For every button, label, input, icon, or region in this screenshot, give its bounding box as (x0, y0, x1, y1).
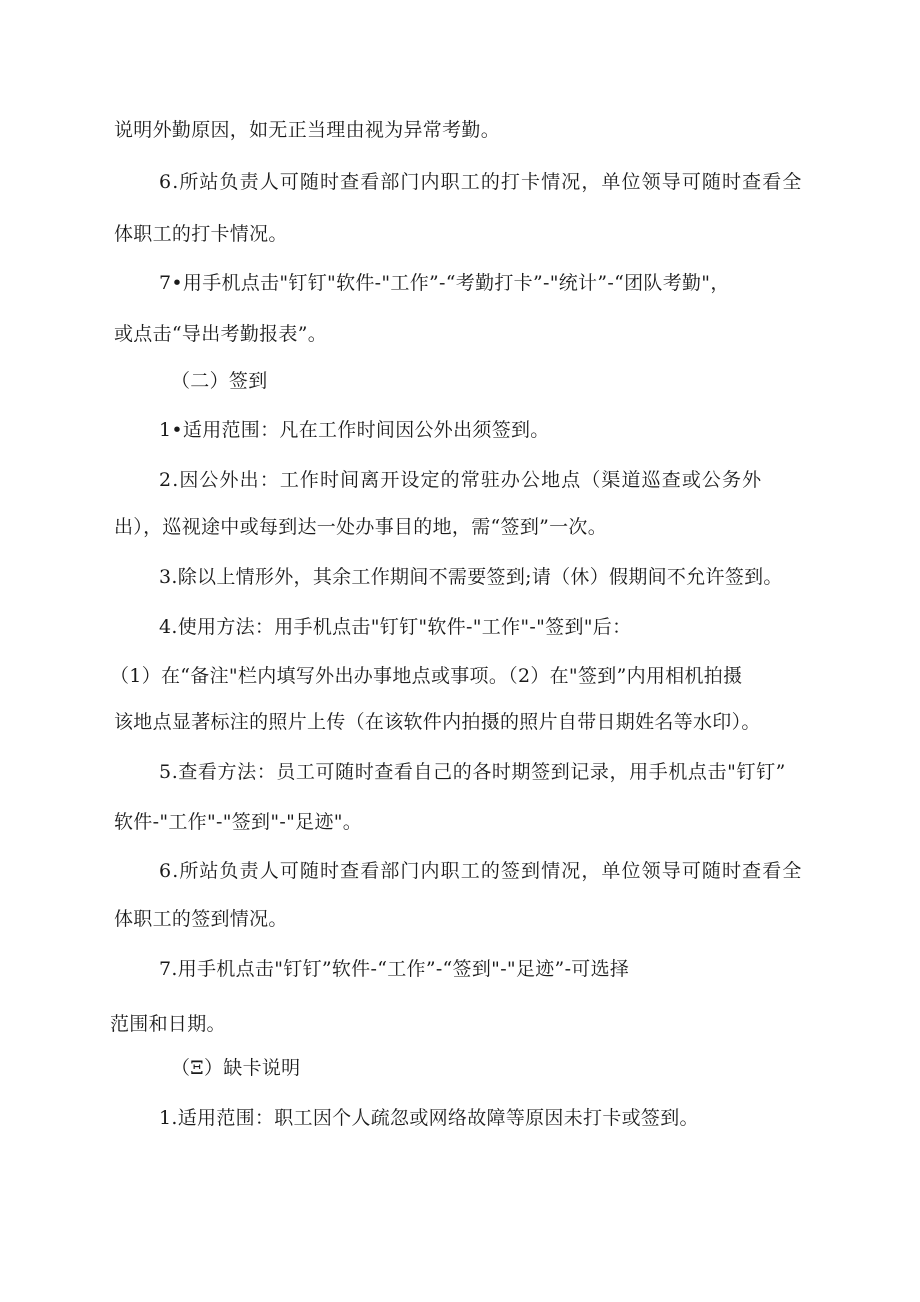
paragraph-line: 软件-"工作"-"签到"-"足迹"。 (114, 811, 363, 833)
paragraph-line: 2.因公外出：工作时间离开设定的常驻办公地点（渠道巡查或公务外 (159, 469, 763, 491)
paragraph-line: 1.适用范围：职工因个人疏忽或网络故障等原因未打卡或签到。 (159, 1107, 699, 1129)
paragraph-line: 6.所站负责人可随时查看部门内职工的签到情况，单位领导可随时查看全 (159, 860, 803, 882)
section-heading: （Ξ）缺卡说明 (171, 1057, 301, 1079)
paragraph-line: 5.查看方法：员工可随时查看自己的各时期签到记录，用手机点击"钉钉” (159, 761, 786, 783)
paragraph-line: 该地点显著标注的照片上传（在该软件内拍摄的照片自带日期姓名等水印）。 (114, 711, 761, 733)
paragraph-line: 6.所站负责人可随时查看部门内职工的打卡情况，单位领导可随时查看全 (159, 171, 803, 193)
paragraph-line: 或点击“导出考勤报表”。 (114, 323, 328, 345)
section-heading: （二）签到 (171, 370, 268, 392)
paragraph-line: 体职工的打卡情况。 (114, 223, 288, 245)
paragraph-line: 7.用手机点击"钉钉”软件-“工作”-“签到"-"足迹”-可选择 (159, 958, 630, 980)
paragraph-line: （1）在“备注"栏内填写外出办事地点或事项。（2）在"签到”内用相机拍摄 (110, 665, 743, 687)
paragraph-line: 3.除以上情形外，其余工作期间不需要签到;请（休）假期间不允许签到。 (159, 566, 783, 588)
paragraph-line: 范围和日期。 (110, 1013, 226, 1035)
paragraph-line: 体职工的签到情况。 (114, 908, 288, 930)
paragraph-line: 出），巡视途中或每到达一处办事目的地，需“签到”一次。 (114, 516, 608, 538)
paragraph-line: 7•用手机点击"钉钉"软件-"工作”-“考勤打卡”-"统计”-“团队考勤"， (159, 272, 730, 294)
paragraph-line: 说明外勤原因，如无正当理由视为异常考勤。 (114, 119, 501, 141)
paragraph-line: 1•适用范围：凡在工作时间因公外出须签到。 (159, 419, 550, 441)
paragraph-line: 4.使用方法：用手机点击"钉钉"软件-"工作"-"签到"后： (159, 616, 632, 638)
